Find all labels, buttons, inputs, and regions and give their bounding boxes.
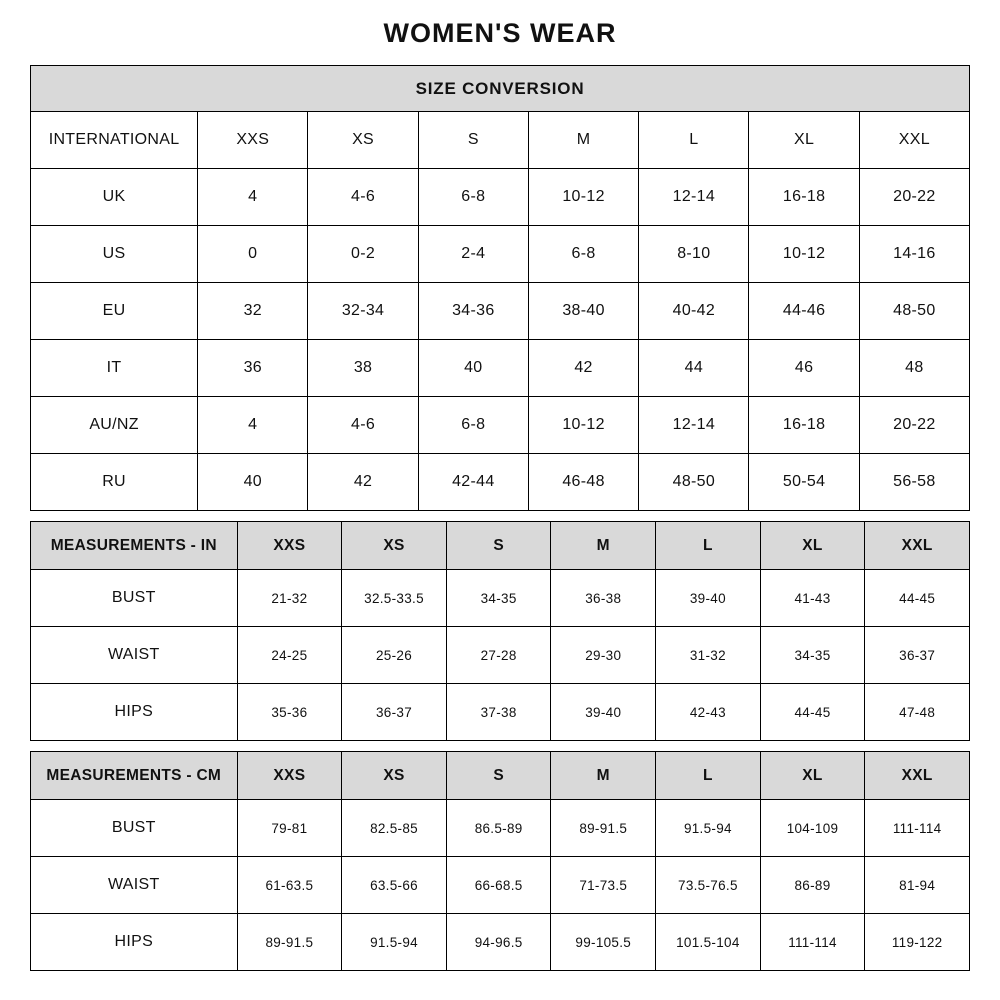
cell: 37-38: [446, 684, 551, 741]
cell: 32.5-33.5: [342, 570, 447, 627]
cell: 38: [308, 340, 418, 397]
cell: 0: [198, 226, 308, 283]
table-row: [31, 684, 970, 741]
size-header: XXL: [865, 522, 970, 570]
cell: 16-18: [749, 169, 859, 226]
cell: XS: [308, 112, 418, 169]
table-row: [31, 800, 970, 857]
cell: 36: [198, 340, 308, 397]
cell: 48: [859, 340, 969, 397]
cell: 89-91.5: [551, 800, 656, 857]
table-row: [31, 169, 970, 226]
row-label-ru: RU: [31, 454, 198, 511]
cell: 56-58: [859, 454, 969, 511]
cell: 41-43: [760, 570, 865, 627]
table-row: [31, 397, 970, 454]
cell: 12-14: [639, 397, 749, 454]
cell: 25-26: [342, 627, 447, 684]
row-label-it: IT: [31, 340, 198, 397]
size-header: S: [446, 522, 551, 570]
cell: 29-30: [551, 627, 656, 684]
cell: 40: [198, 454, 308, 511]
size-header: S: [446, 752, 551, 800]
cell: 39-40: [551, 684, 656, 741]
cell: 35-36: [237, 684, 342, 741]
table-row: [31, 283, 970, 340]
cell: 27-28: [446, 627, 551, 684]
size-header: XS: [342, 522, 447, 570]
cell: 32-34: [308, 283, 418, 340]
cell: 73.5-76.5: [656, 857, 761, 914]
cell: 47-48: [865, 684, 970, 741]
cell: 36-37: [342, 684, 447, 741]
table-row: [31, 914, 970, 971]
size-header: M: [551, 522, 656, 570]
cell: 42-44: [418, 454, 528, 511]
cell: 91.5-94: [656, 800, 761, 857]
table-row: [31, 752, 970, 800]
table-row: [31, 522, 970, 570]
cell: 50-54: [749, 454, 859, 511]
cell: 4-6: [308, 169, 418, 226]
cell: 6-8: [418, 397, 528, 454]
row-label-uk: UK: [31, 169, 198, 226]
size-header: M: [551, 752, 656, 800]
cell: 46: [749, 340, 859, 397]
row-label-eu: EU: [31, 283, 198, 340]
table-row: [31, 112, 970, 169]
cell: 42: [528, 340, 638, 397]
cell: 4: [198, 169, 308, 226]
cell: 44-45: [760, 684, 865, 741]
cell: 34-36: [418, 283, 528, 340]
cell: 4-6: [308, 397, 418, 454]
cell: M: [528, 112, 638, 169]
cell: 10-12: [528, 397, 638, 454]
cell: 111-114: [865, 800, 970, 857]
row-label-international: INTERNATIONAL: [31, 112, 198, 169]
cell: XXL: [859, 112, 969, 169]
cell: 0-2: [308, 226, 418, 283]
cell: 39-40: [656, 570, 761, 627]
cell: 44-46: [749, 283, 859, 340]
cell: 89-91.5: [237, 914, 342, 971]
cell: 104-109: [760, 800, 865, 857]
cell: 48-50: [639, 454, 749, 511]
row-label-waist: WAIST: [31, 857, 238, 914]
cell: 40: [418, 340, 528, 397]
cell: 31-32: [656, 627, 761, 684]
size-header: XXS: [237, 522, 342, 570]
page-title: WOMEN'S WEAR: [383, 18, 617, 48]
table-row: [31, 66, 970, 112]
size-header: L: [656, 752, 761, 800]
cell: XL: [749, 112, 859, 169]
cell: 34-35: [760, 627, 865, 684]
cell: 2-4: [418, 226, 528, 283]
cell: 21-32: [237, 570, 342, 627]
cell: 66-68.5: [446, 857, 551, 914]
size-header: XL: [760, 522, 865, 570]
row-label-waist: WAIST: [31, 627, 238, 684]
cell: XXS: [198, 112, 308, 169]
cell: 42-43: [656, 684, 761, 741]
cell: 6-8: [418, 169, 528, 226]
size-conversion-table: [30, 65, 970, 511]
cell: 42: [308, 454, 418, 511]
cell: 40-42: [639, 283, 749, 340]
row-label-hips: HIPS: [31, 914, 238, 971]
cell: 46-48: [528, 454, 638, 511]
row-label-hips: HIPS: [31, 684, 238, 741]
row-label-aunz: AU/NZ: [31, 397, 198, 454]
table-row: [31, 226, 970, 283]
cell: 8-10: [639, 226, 749, 283]
cell: 111-114: [760, 914, 865, 971]
cell: 119-122: [865, 914, 970, 971]
cell: L: [639, 112, 749, 169]
cell: 10-12: [749, 226, 859, 283]
cell: 86.5-89: [446, 800, 551, 857]
cell: 24-25: [237, 627, 342, 684]
cell: 36-37: [865, 627, 970, 684]
cell: 79-81: [237, 800, 342, 857]
size-header: XL: [760, 752, 865, 800]
cell: 61-63.5: [237, 857, 342, 914]
row-label-bust: BUST: [31, 570, 238, 627]
table-row: [31, 627, 970, 684]
cell: 86-89: [760, 857, 865, 914]
cell: 63.5-66: [342, 857, 447, 914]
size-header: L: [656, 522, 761, 570]
cell: 32: [198, 283, 308, 340]
cell: 81-94: [865, 857, 970, 914]
cell: 71-73.5: [551, 857, 656, 914]
measurements-in-table: [30, 521, 970, 741]
cell: 44-45: [865, 570, 970, 627]
measurements-cm-header: MEASUREMENTS - CM: [31, 752, 238, 800]
cell: 36-38: [551, 570, 656, 627]
row-label-us: US: [31, 226, 198, 283]
cell: 44: [639, 340, 749, 397]
size-header: XXL: [865, 752, 970, 800]
table-row: [31, 340, 970, 397]
cell: 6-8: [528, 226, 638, 283]
measurements-in-header: MEASUREMENTS - IN: [31, 522, 238, 570]
cell: S: [418, 112, 528, 169]
cell: 4: [198, 397, 308, 454]
table-row: [31, 857, 970, 914]
cell: 91.5-94: [342, 914, 447, 971]
size-conversion-header: SIZE CONVERSION: [31, 66, 970, 112]
cell: 16-18: [749, 397, 859, 454]
table-row: [31, 570, 970, 627]
cell: 101.5-104: [656, 914, 761, 971]
cell: 12-14: [639, 169, 749, 226]
table-row: [31, 454, 970, 511]
cell: 20-22: [859, 169, 969, 226]
size-header: XXS: [237, 752, 342, 800]
cell: 48-50: [859, 283, 969, 340]
cell: 82.5-85: [342, 800, 447, 857]
cell: 20-22: [859, 397, 969, 454]
measurements-cm-table: [30, 751, 970, 971]
row-label-bust: BUST: [31, 800, 238, 857]
cell: 94-96.5: [446, 914, 551, 971]
size-header: XS: [342, 752, 447, 800]
cell: 99-105.5: [551, 914, 656, 971]
cell: 10-12: [528, 169, 638, 226]
cell: 38-40: [528, 283, 638, 340]
cell: 34-35: [446, 570, 551, 627]
cell: 14-16: [859, 226, 969, 283]
